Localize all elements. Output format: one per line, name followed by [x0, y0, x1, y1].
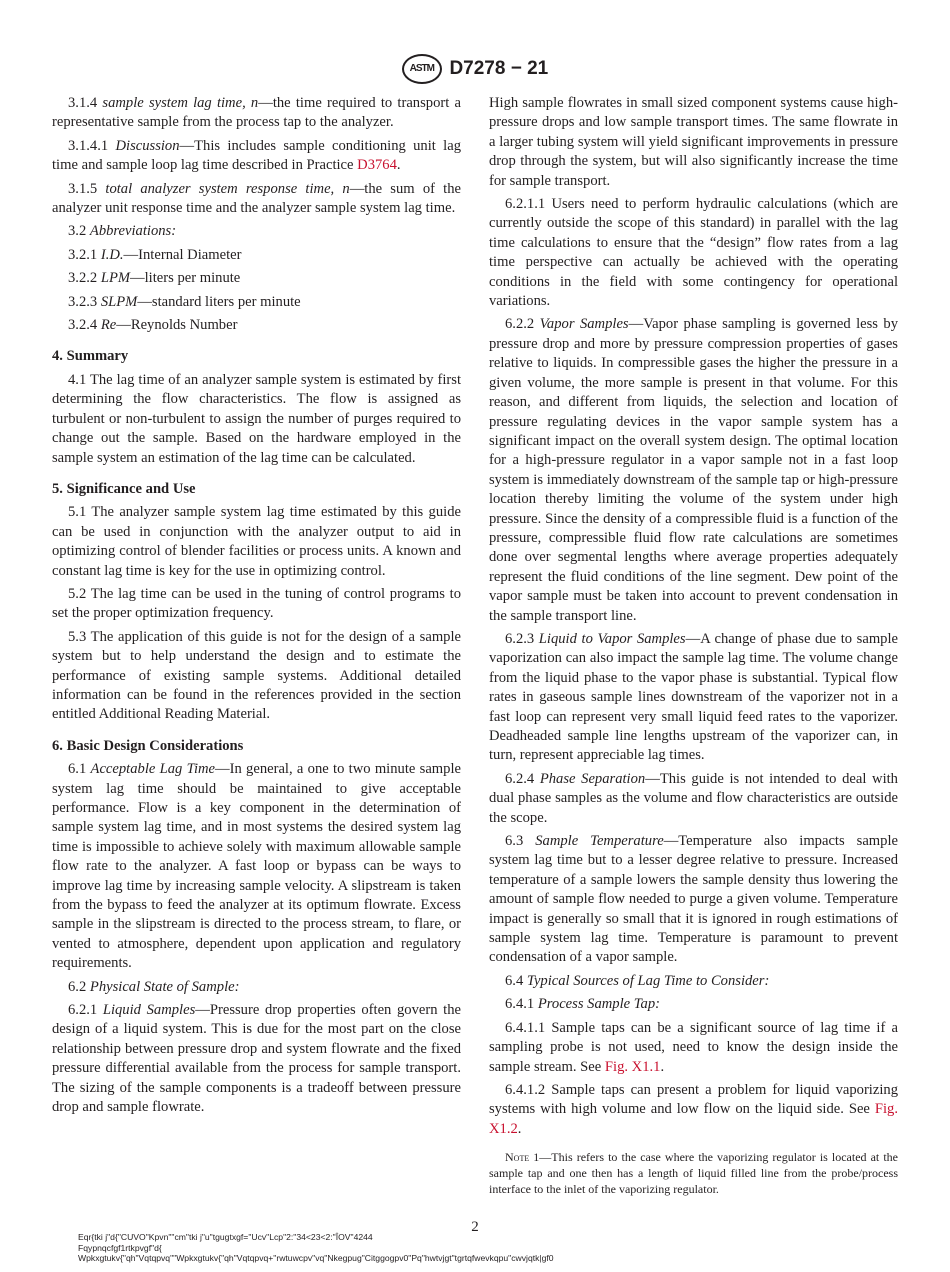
clause-number: 3.2.1	[68, 246, 98, 263]
clause-term: Sample Temperature	[535, 833, 664, 850]
paragraph	[52, 316, 461, 335]
paragraph	[52, 137, 461, 176]
paragraph	[489, 1081, 898, 1139]
clause-number: 6.2.1	[68, 1002, 98, 1019]
paragraph	[489, 972, 898, 991]
footer-line: Fqypnqcfgf1rtkpvgf"d{	[78, 1242, 162, 1253]
paragraph	[489, 195, 898, 311]
reference-link[interactable]: D3764	[357, 157, 397, 174]
paragraph	[52, 371, 461, 468]
paragraph	[52, 246, 461, 265]
right-column	[489, 94, 898, 1201]
clause-term: total analyzer system response time, n	[105, 180, 350, 197]
clause-term: Phase Separation	[539, 770, 646, 787]
clause-term: Discussion	[115, 137, 180, 154]
clause-number: 3.1.5	[68, 180, 98, 197]
clause-number: 5.1	[68, 504, 87, 521]
clause-number: 6.1	[68, 761, 87, 778]
clause-text: Sample taps can present a problem for liquid vaporizing systems with high volume and low flow on the liquid side. See	[489, 1081, 898, 1118]
clause-term: LPM	[100, 270, 131, 287]
clause-text: High sample flowrates in small sized component systems cause high-pressure drops and low sample transport times. The same flowrate in a larger tubing system will yield significant improvements in pressure drop through the system, but will also significantly increase the time for sample transport.	[489, 95, 898, 189]
section-heading: 5. Significance and Use	[52, 480, 196, 497]
clause-term: Re	[100, 317, 117, 334]
clause-number: 5.3	[68, 628, 87, 645]
paragraph	[52, 503, 461, 581]
clause-text: —Pressure drop properties often govern the design of a liquid system. This is due for the most part on the close relationship between pressure drop and system flowrate and the fixed pressure differential available from the process for sample transport. The sizing of the sample components is a tradeoff between pressure drop and sample flowrate.	[52, 1002, 462, 1116]
clause-text: —the time required to transport a representative sample from the process tap to the analyzer.	[52, 95, 461, 131]
clause-term: Typical Sources of Lag Time to Consider:	[526, 972, 770, 989]
clause-number: 6.2.4	[505, 770, 535, 787]
clause-term: Abbreviations:	[89, 223, 177, 240]
paragraph	[489, 630, 898, 766]
clause-number: 6.2.3	[505, 630, 535, 647]
paragraph	[52, 585, 461, 624]
section-heading: 4. Summary	[52, 348, 129, 365]
clause-term: Vapor Samples	[539, 316, 629, 333]
clause-text: Users need to perform hydraulic calculations (which are currently outside the scope of this standard) in parallel with the lag time calculations to ensure that the “design” flow rates from a lag time perspective can actually be achieved with the operating conditions in the field with some contingency for operational variations.	[489, 196, 898, 310]
clause-term: sample system lag time, n	[102, 95, 259, 111]
paragraph	[52, 978, 461, 997]
clause-text: —liters per minute	[130, 270, 241, 287]
footer-line: Eqr{tki j"d{"CUVO"Kpvn""cm"tki j"u"tgugtxgf="Ucv"Lcp"2:"34<23<2:"ÎOV"4244	[78, 1232, 373, 1242]
clause-number: 6.2.2	[505, 316, 535, 333]
clause-text: —Vapor phase sampling is governed less by pressure drop and more by pressure compression properties of gases relative to liquids. In compressible gases the higher the pressure in a given volume, the more sample is present in that volume. For this reason, and different from liquids, the selection and location of pressure regulating devices in the vapor sample system has a significant impact on the overall system design. The optimal location for a high-pressure regulator in a vapor sample not in a fast loop system is immediately downstream of the sample tap or high-pressure location thereby limiting the volume of the system under high pressure. Since the density of a compressible fluid is a function of the pressure, compressible fluid flow rate calculations are sometimes done over segmental lengths where average properties adequately represent the fluid conditions of the line segment. Dew point of the vapor sample must be taken into account to prevent condensation in the sample transport line.	[489, 316, 899, 624]
clause-text-end: .	[396, 157, 401, 174]
paragraph	[489, 770, 898, 828]
footer-line: Wpkxgtukv{"qh"Vqtqpvq""Wpkxgtukv{"qh"Vqtqpvq+"rwtuwcpv"vq"Nkegpug"Citggogpv0"Pq"hwtvjgt"tgrtqfwevkqpu"cwvjqtk|gf0	[78, 1253, 554, 1263]
clause-term: Liquid to Vapor Samples	[538, 630, 686, 647]
clause-number: 3.1.4.1	[68, 137, 109, 154]
clause-term: Liquid Samples	[102, 1002, 196, 1019]
clause-number: 5.2	[68, 585, 87, 602]
paragraph	[52, 94, 461, 133]
clause-text: —the sum of the analyzer unit response time and the analyzer sample system lag time.	[52, 180, 461, 217]
clause-text: —A change of phase due to sample vaporization can also impact the sample lag time. The volume change from the liquid phase to the vapor phase is substantial. Typical flow rates in gaseous sample lines downstream of the vaporizer not in a fast loop can represent very small liquid feed rates to the vaporizer. Deadheaded sample line lengths upstream of the vaporizer can, in turn, represent appreciable lag times.	[489, 630, 899, 764]
clause-term: I.D.	[100, 246, 124, 263]
clause-text: —Reynolds Number	[116, 317, 238, 334]
paragraph	[52, 293, 461, 312]
paragraph	[52, 760, 461, 973]
clause-term: Process Sample Tap:	[537, 996, 660, 1013]
footer-license	[78, 1232, 554, 1264]
clause-text: The analyzer sample system lag time estimated by this guide can be used in conjunction with the analyzer output to aid in optimizing control of blender facilities or process units. A known and constant lag time is key for the use in optimizing control.	[52, 504, 461, 579]
paragraph	[52, 1001, 461, 1117]
clause-text: The lag time of an analyzer sample system is estimated by first determining the flow characteristics. The flow is assigned as turbulent or non-turbulent to assign the number of purges required to change out the sample. Based on the hardware employed in the sample system an estimation of the lag time can be calculated.	[52, 371, 461, 466]
clause-number: 6.4	[505, 972, 524, 989]
clause-number: 6.4.1	[505, 996, 535, 1013]
note-label: Note 1	[505, 1150, 540, 1165]
page-header	[0, 54, 950, 84]
clause-text: —This includes sample conditioning unit lag time and sample loop lag time described in Practice	[52, 137, 461, 174]
clause-text: —Internal Diameter	[123, 246, 242, 263]
clause-number: 3.2.2	[68, 270, 98, 287]
clause-text-end: .	[660, 1058, 665, 1075]
section-heading: 6. Basic Design Considerations	[52, 737, 244, 754]
clause-number: 3.2.3	[68, 293, 98, 310]
clause-text: —standard liters per minute	[137, 293, 301, 310]
paragraph	[52, 628, 461, 725]
paragraph	[489, 995, 898, 1014]
clause-number: 6.4.1.1	[505, 1019, 546, 1036]
clause-text: —Temperature also impacts sample system lag time but to a lesser degree relative to pressure. Increased temperature of a sample lowers the sample density thus lowering the amount of sample flow needed to purge a given volume. Temperature impact is generally so small that it is ignored in rough estimations of sample system lag time. Temperature is paramount to prevent condensation of a vapor sample.	[489, 833, 898, 966]
designation: D7278 − 21	[449, 58, 549, 80]
paragraph	[52, 269, 461, 288]
clause-term: SLPM	[100, 293, 138, 310]
paragraph	[489, 94, 898, 191]
clause-number: 6.2.1.1	[505, 196, 546, 213]
paragraph	[52, 180, 461, 219]
clause-number: 3.2.4	[68, 317, 98, 334]
clause-text: —In general, a one to two minute sample system lag time should be maintained to give acceptable performance. Flow is a key component in the determination of sample system lag time, and in most systems the desired system lag time is impossible to achieve solely with maximum allowable sample flow rate to the analyzer. A fast loop or bypass can be ways to improve lag time by increasing sample velocity. A slipstream is taken from the bypass to feed the analyzer at its optimum flowrate. Excess sample in the slipstream is directed to the process stream, to flare, or vented to atmosphere, dependent upon application and regulatory requirements.	[52, 761, 461, 972]
note-text: —This refers to the case where the vaporizing regulator is located at the sample tap and one then has a length of liquid filled line from the probe/process interface to the inlet of the vaporizing regulator.	[489, 1150, 898, 1197]
clause-number: 6.4.1.2	[505, 1081, 546, 1098]
clause-term: Acceptable Lag Time	[90, 761, 216, 778]
clause-number: 4.1	[68, 371, 87, 388]
clause-text: —This guide is not intended to deal with dual phase samples as the volume and flow characteristics are outside the scope.	[489, 770, 898, 826]
clause-term: Physical State of Sample:	[89, 978, 240, 995]
clause-number: 3.2	[68, 223, 87, 240]
clause-number: 6.3	[505, 833, 524, 850]
clause-text: The lag time can be used in the tuning of control programs to set the proper optimization frequency.	[52, 585, 461, 622]
clause-text: The application of this guide is not for the design of a sample system but to help understand the design and to estimate the performance of existing sample systems. Additional detailed information can be found in the references provided in the section entitled Additional Reading Material.	[52, 628, 462, 723]
astm-logo: ASTM	[402, 54, 442, 84]
reference-link[interactable]: Fig. X1.2	[489, 1101, 898, 1137]
clause-number: 6.2	[68, 978, 87, 995]
note-1	[489, 1149, 898, 1197]
clause-text: Sample taps can be a significant source of lag time if a sampling probe is not used, need to know the design inside the sample stream. See	[489, 1019, 898, 1075]
paragraph	[489, 315, 898, 626]
paragraph	[489, 1019, 898, 1077]
page-number: 2	[471, 1219, 479, 1235]
reference-link[interactable]: Fig. X1.1	[604, 1058, 661, 1075]
paragraph	[489, 832, 898, 968]
left-column	[52, 94, 461, 1122]
paragraph	[52, 222, 461, 241]
clause-text-end: .	[517, 1120, 522, 1137]
clause-number: 3.1.4	[68, 95, 98, 111]
